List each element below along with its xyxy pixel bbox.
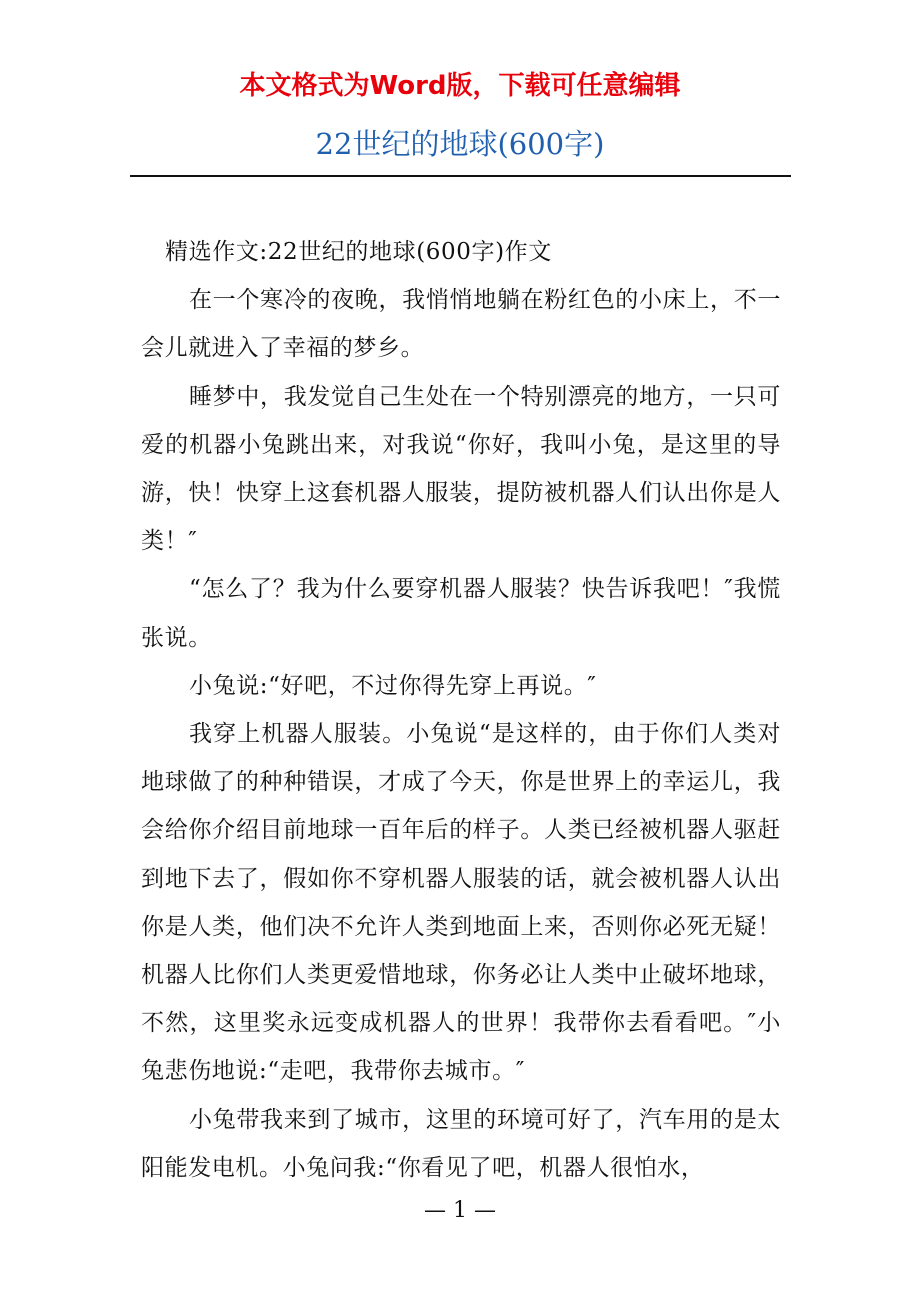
page-number: — 1 —: [424, 1198, 496, 1223]
paragraph-1: 在一个寒冷的夜晚，我悄悄地躺在粉红色的小床上，不一会儿就进入了幸福的梦乡。: [141, 287, 781, 362]
article-body: [141, 228, 781, 1192]
title-divider: [130, 175, 791, 177]
paragraph-3: “怎么了？我为什么要穿机器人服装？快告诉我吧！″我慌张说。: [141, 576, 781, 651]
paragraph-5: 我穿上机器人服装。小兔说“是这样的，由于你们人类对地球做了的种种错误，才成了今天，你是世界上的幸运儿，我会给你介绍目前地球一百年后的样子。人类已经被机器人驱赶到地下去了，假如你不穿机器人服装的话，就会被机器人认出你是人类，他们决不允许人类到地面上来，否则你必死无疑！机器人比你们人类更爱惜地球，你务必让人类中止破坏地球，不然，这里奖永远变成机器人的世界！我带你去看看吧。″小兔悲伤地说:“走吧，我带你去城市。″: [141, 721, 781, 1085]
paragraph-4: 小兔说:“好吧，不过你得先穿上再说。″: [189, 672, 597, 699]
document-title: 22世纪的地球(600字): [315, 127, 605, 161]
format-notice-banner: 本文格式为Word版，下载可任意编辑: [239, 71, 681, 101]
paragraph-2: 睡梦中，我发觉自己生处在一个特别漂亮的地方，一只可爱的机器小兔跳出来，对我说“你好，我叫小兔，是这里的导游，快！快穿上这套机器人服装，提防被机器人们认出你是人类！″: [141, 383, 781, 555]
article-subtitle: 精选作文:22世纪的地球(600字)作文: [165, 239, 552, 265]
paragraph-6: 小兔带我来到了城市，这里的环境可好了，汽车用的是太阳能发电机。小兔问我:“你看见了吧，机器人很怕水，: [141, 1106, 781, 1181]
